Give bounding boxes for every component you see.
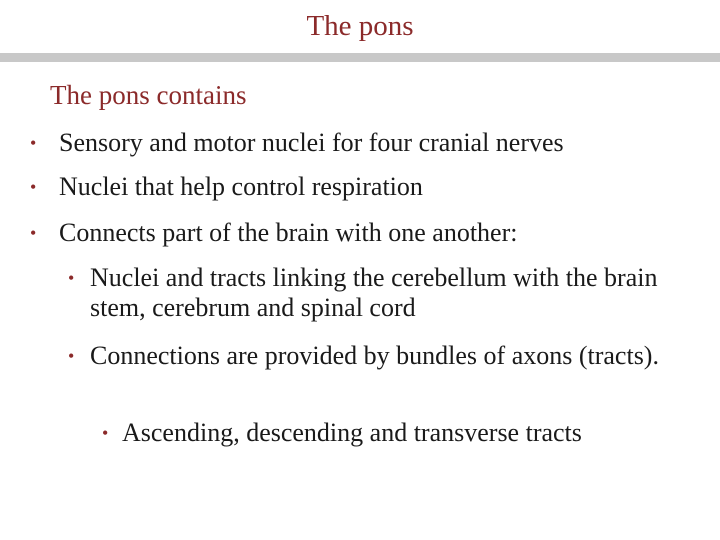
bullet-dot-icon: • bbox=[68, 346, 75, 366]
sub-sub-bullet-text: Ascending, descending and transverse tracts bbox=[122, 418, 582, 447]
bullet-dot-icon: • bbox=[30, 223, 37, 243]
bullet-dot-icon: • bbox=[68, 268, 75, 288]
bullet-dot-icon: • bbox=[30, 133, 37, 153]
bullet-dot-icon: • bbox=[102, 423, 109, 443]
sub-bullet-text: Nuclei and tracts linking the cerebellum with the brain stem, cerebrum and spinal cord bbox=[90, 263, 658, 322]
slide-subtitle: The pons contains bbox=[50, 80, 247, 110]
sub-bullet-item bbox=[68, 263, 680, 323]
bullet-dot-icon: • bbox=[30, 177, 37, 197]
bullet-item bbox=[30, 172, 700, 202]
sub-bullet-item bbox=[68, 341, 680, 371]
bullet-text: Nuclei that help control respiration bbox=[59, 172, 423, 201]
title-divider bbox=[0, 53, 720, 62]
slide-title: The pons bbox=[306, 10, 414, 42]
bullet-text: Sensory and motor nuclei for four cranial nerves bbox=[59, 128, 564, 157]
sub-sub-bullet-item bbox=[102, 418, 702, 448]
bullet-item bbox=[30, 128, 700, 158]
bullet-text: Connects part of the brain with one another: bbox=[59, 218, 518, 247]
bullet-item bbox=[30, 218, 700, 248]
sub-bullet-text: Connections are provided by bundles of axons (tracts). bbox=[90, 341, 659, 370]
